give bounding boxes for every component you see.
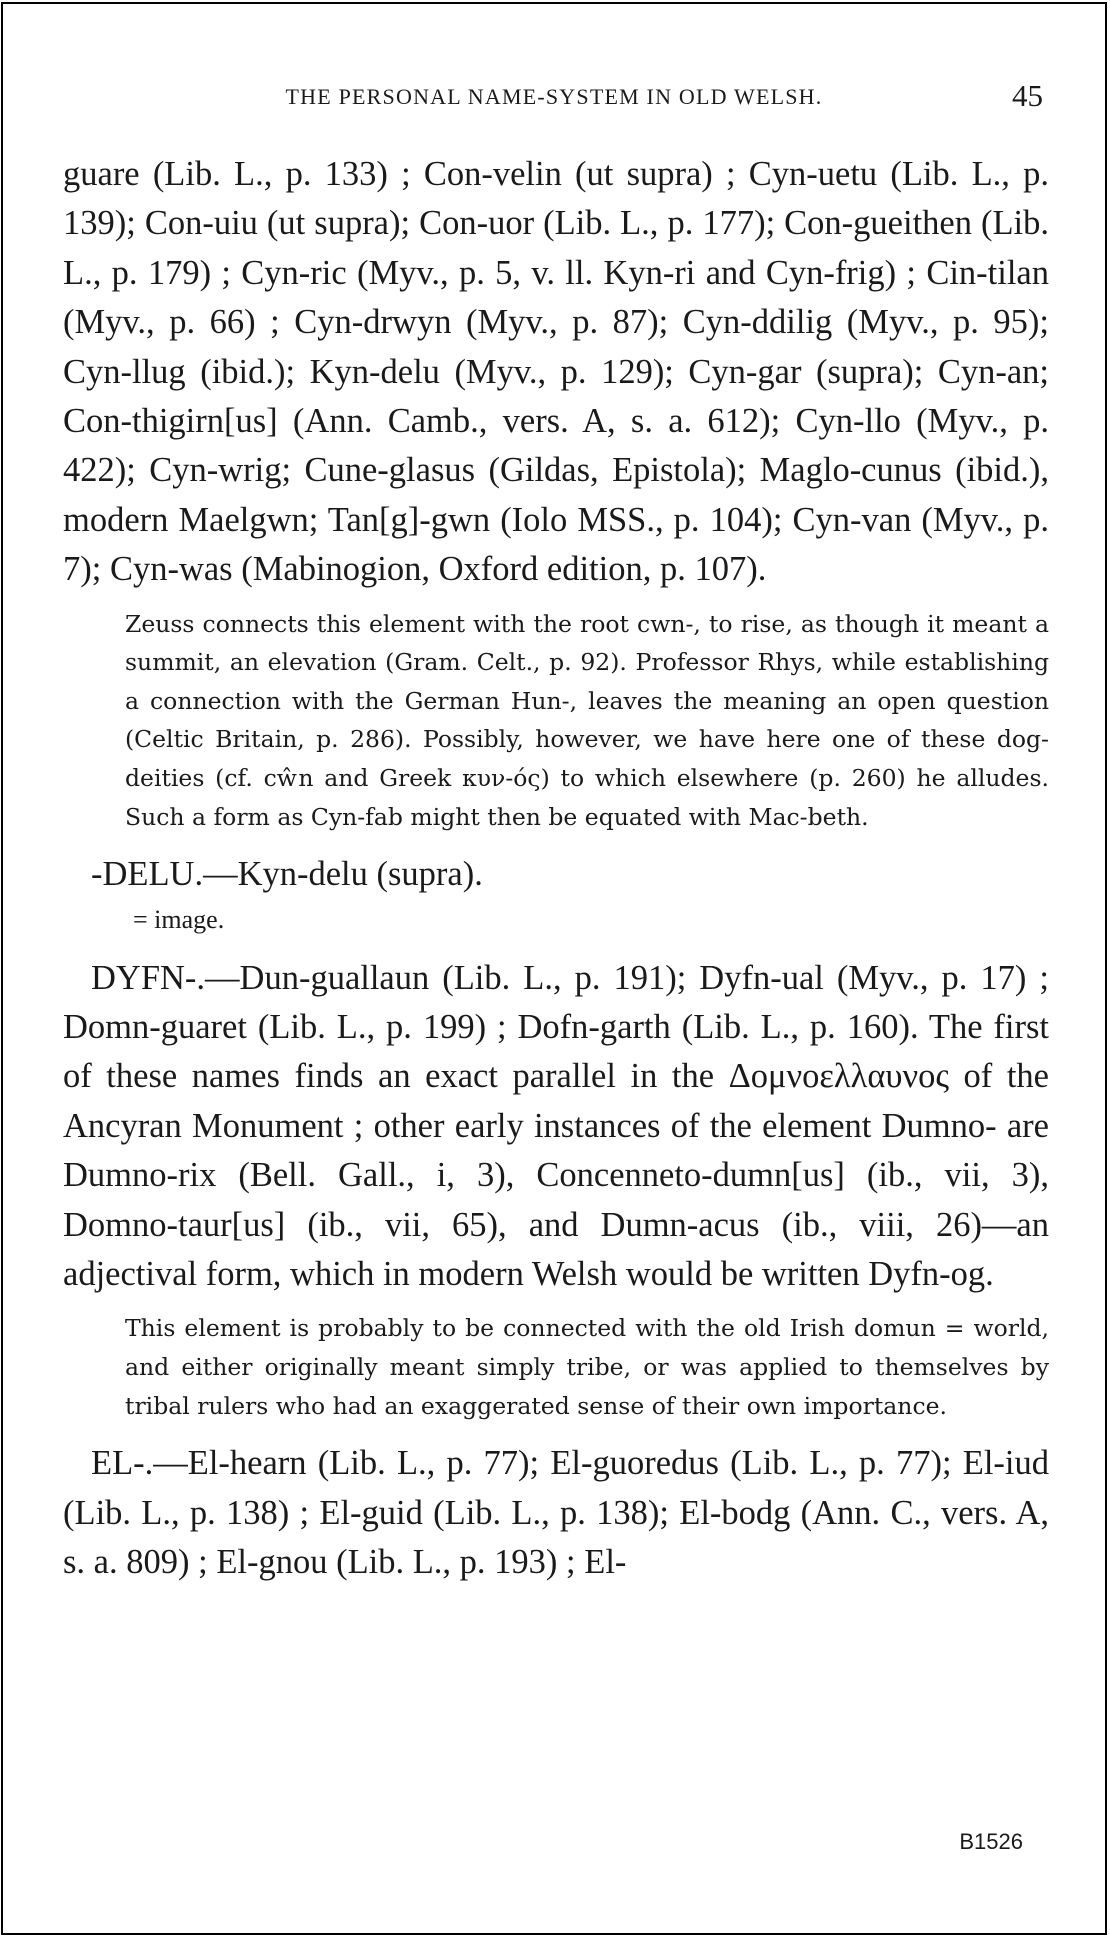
page-content: [63, 150, 1049, 1587]
running-header: [63, 78, 1045, 118]
entry-delu-heading: -DELU.—Kyn-delu (supra).: [91, 855, 483, 894]
paragraph-cyn-examples: guare (Lib. L., p. 133) ; Con-velin (ut supra) ; Cyn-uetu (Lib. L., p. 139); Con-uiu (ut supra); Con-uor (Lib. L., p. 177); Con-gueithen (Lib. L., p. 179) ; Cyn-ric (Myv., p. 5, v. ll. Kyn-ri and Cyn-frig) ; Cin-tilan (Myv., p. 66) ; Cyn-drwyn (Myv., p. 87); Cyn-ddilig (Myv., p. 95); Cyn-llug (ibid.); Kyn-delu (Myv., p. 129); Cyn-gar (supra); Cyn-an; Con-thigirn[us] (Ann. Camb., vers. A, s. a. 612); Cyn-llo (Myv., p. 422); Cyn-wrig; Cune-glasus (Gildas, Epistola); Maglo-cunus (ibid.), modern Maelgwn; Tan[g]-gwn (Iolo MSS., p. 104); Cyn-van (Myv., p. 7); Cyn-was (Mabinogion, Oxford edition, p. 107).: [63, 155, 1049, 589]
entry-delu-gloss: = image.: [133, 904, 225, 934]
catalog-code: B1526: [959, 1829, 1023, 1854]
footnote-zeuss: Zeuss connects this element with the root cwn-, to rise, as though it meant a summit, an elevation (Gram. Celt., p. 92). Professor Rhys, while establishing a connection with the German Hun-, leaves the meaning an open question (Celtic Britain, p. 286). Possibly, however, we have here one of these dog-deities (cf. cŵn and Greek κυν-ός) to which elsewhere (p. 260) he alludes. Such a form as Cyn-fab might then be equated with Mac-beth.: [125, 609, 1049, 831]
paragraph-el: EL-.—El-hearn (Lib. L., p. 77); El-guoredus (Lib. L., p. 77); El-iud (Lib. L., p. 138) ; El-guid (Lib. L., p. 138); El-bodg (Ann. C., vers. A, s. a. 809) ; El-gnou (Lib. L., p. 193) ; El-: [63, 1444, 1049, 1582]
footnote-domun: This element is probably to be connected with the old Irish domun = world, and either originally meant simply tribe, or was applied to themselves by tribal rulers who had an exaggerated sense of their own importance.: [125, 1314, 1049, 1420]
running-title: THE PERSONAL NAME-SYSTEM IN OLD WELSH.: [285, 84, 823, 109]
paragraph-dyfn: DYFN-.—Dun-guallaun (Lib. L., p. 191); Dyfn-ual (Myv., p. 17) ; Domn-guaret (Lib. L., p. 199) ; Dofn-garth (Lib. L., p. 160). The first of these names finds an exact parallel in the Δομνοελλαυνος of the Ancyran Monument ; other early instances of the element Dumno- are Dumno-rix (Bell. Gall., i, 3), Concenneto-dumn[us] (ib., vii, 3), Domno-taur[us] (ib., vii, 65), and Dumn-acus (ib., viii, 26)—an adjectival form, which in modern Welsh would be written Dyfn-og.: [63, 958, 1049, 1294]
page: [1, 2, 1107, 1935]
page-number: 45: [1012, 78, 1043, 113]
